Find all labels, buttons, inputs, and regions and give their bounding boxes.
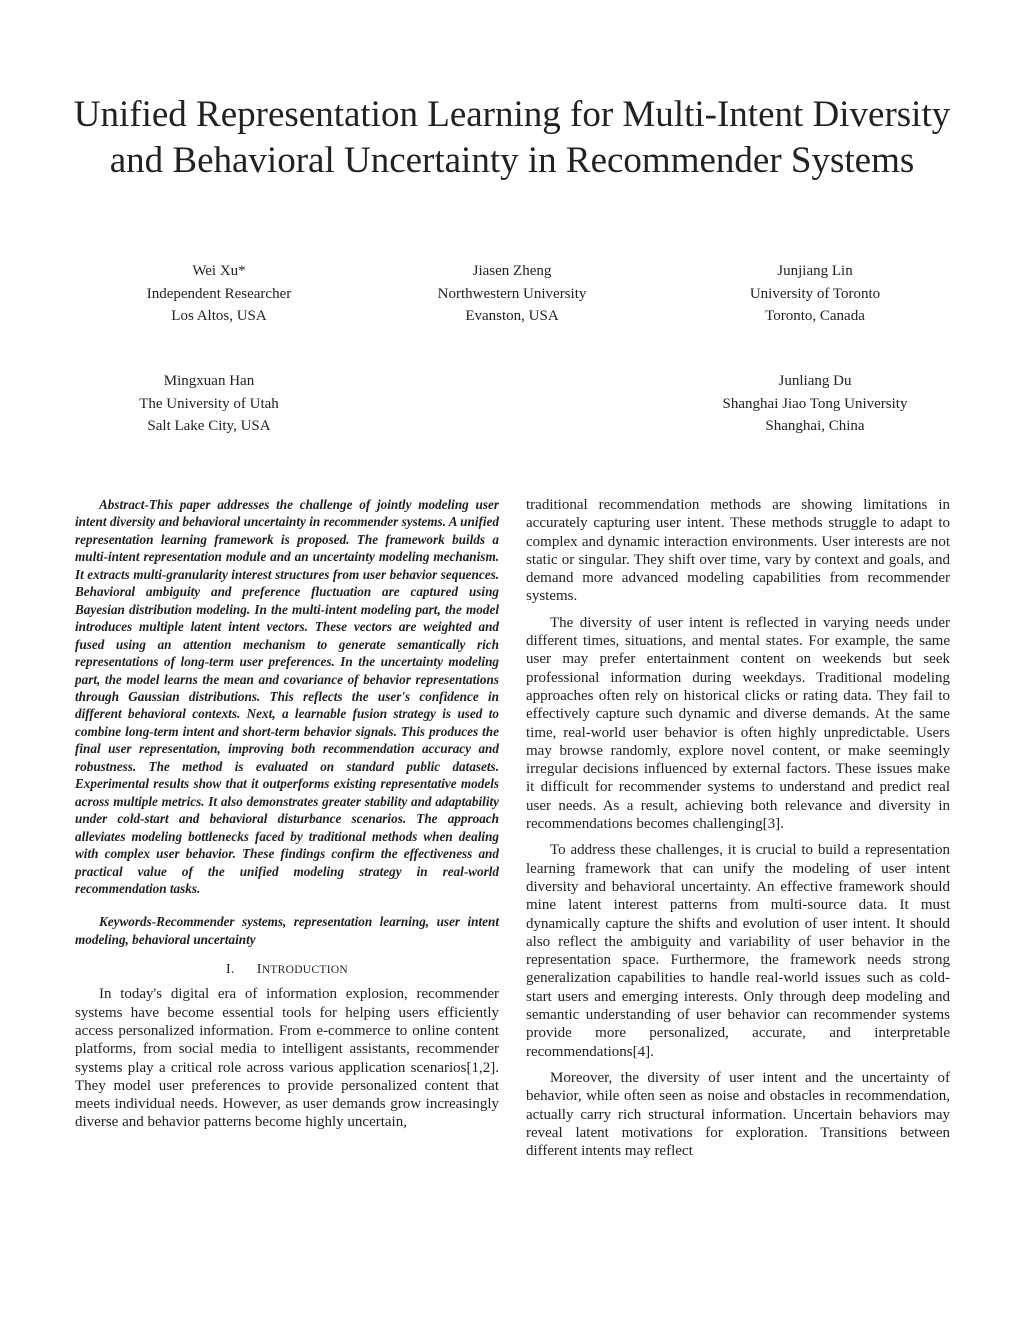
- body-paragraph: traditional recommendation methods are showing limitations in accurately capturing user intent. These methods struggle to adapt to complex and dynamic interaction environments. User interests are not static or singular. They shift over time, vary by context and goals, and demand more advanced modeling capabilities from recommender systems.: [526, 497, 950, 605]
- author-location: Evanston, USA: [465, 308, 559, 324]
- author-block: [695, 370, 935, 438]
- author-name: Junliang Du: [778, 373, 852, 389]
- author-block: [99, 260, 339, 328]
- intro-paragraph: In today's digital era of information explosion, recommender systems have become essential tools for helping users efficiently access personalized information. From e-commerce to online content platforms, from social media to intelligent assistants, recommender systems play a critical role across various application scenarios[1,2]. They model user preferences to provide personalized content that meets individual needs. However, as user demands grow increasingly diverse and behavior patterns become highly uncertain,: [75, 986, 499, 1131]
- author-block: [89, 370, 329, 438]
- author-affiliation: Shanghai Jiao Tong University: [722, 395, 908, 412]
- author-location: Shanghai, China: [765, 418, 865, 434]
- section-title-rest: NTRODUCTION: [261, 964, 349, 977]
- author-block: [695, 260, 935, 328]
- paper-title: Unified Representation Learning for Multi-Intent Diversity and Behavioral Uncertainty in Recommender Systems: [73, 94, 951, 181]
- author-affiliation: University of Toronto: [749, 285, 881, 302]
- author-block: [392, 260, 632, 328]
- author-name: Wei Xu*: [192, 263, 246, 279]
- body-paragraph: Moreover, the diversity of user intent and the uncertainty of behavior, while often seen as noise and obstacles in recommendation, actually carry rich structural information. Uncertain behaviors may reveal latent motivations for exploration. Transitions between different intents may reflect: [526, 1069, 950, 1160]
- author-location: Los Altos, USA: [171, 308, 267, 324]
- author-affiliation: Northwestern University: [437, 285, 587, 302]
- keywords: Keywords-Recommender systems, representation learning, user intent modeling, behavioral uncertainty: [75, 914, 499, 947]
- left-column: [75, 496, 499, 1132]
- author-name: Jiasen Zheng: [472, 263, 552, 279]
- author-location: Toronto, Canada: [765, 308, 865, 324]
- section-number: I.: [225, 962, 235, 978]
- section-heading: [75, 961, 499, 979]
- body-paragraph: The diversity of user intent is reflected in varying needs under different times, situations, and mental states. For example, the same user may prefer entertainment content on weekends but seek professional information during weekdays. Traditional modeling approaches often rely on historical clicks or rating data. They fail to effectively capture such dynamic and diverse demands. At the same time, real-world user behavior is often highly unpredictable. Users may browse randomly, explore novel content, or make seemingly irregular decisions influenced by external factors. These issues make it difficult for recommender systems to understand and predict real user needs. As a result, achieving both relevance and diversity in recommendations becomes challenging[3].: [526, 614, 950, 833]
- author-name: Junjiang Lin: [777, 263, 853, 279]
- author-location: Salt Lake City, USA: [147, 418, 271, 434]
- author-affiliation: The University of Utah: [139, 395, 279, 412]
- abstract: Abstract-This paper addresses the challenge of jointly modeling user intent diversity and behavioral uncertainty in recommender systems. A unified representation learning framework is proposed. The framework builds a multi-intent representation module and an uncertainty modeling mechanism. It extracts multi-granularity interest structures from user behavior sequences. Behavioral ambiguity and preference fluctuation are captured using Bayesian distribution modeling. In the multi-intent modeling part, the model introduces multiple latent intent vectors. These vectors are weighted and fused using an attention mechanism to generate semantically rich representations of long-term user preferences. In the uncertainty modeling part, the model learns the mean and covariance of behavior representations through Gaussian distributions. This reflects the user's confidence in different behavioral contexts. Next, a learnable fusion strategy is used to combine long-term intent and short-term behavior signals. This produces the final user representation, improving both recommendation accuracy and robustness. The method is evaluated on standard public datasets. Experimental results show that it outperforms existing representative models across multiple metrics. It also demonstrates greater stability and adaptability under cold-start and behavioral disturbance scenarios. The approach alleviates modeling bottlenecks faced by traditional methods when dealing with complex user behavior. These findings confirm the effectiveness and practical value of the unified modeling strategy in real-world recommendation tasks.: [75, 497, 499, 896]
- author-affiliation: Independent Researcher: [146, 285, 292, 302]
- author-name: Mingxuan Han: [163, 373, 255, 389]
- right-column: [526, 496, 950, 1160]
- section-title-initial: I: [256, 962, 262, 978]
- body-paragraph: To address these challenges, it is crucial to build a representation learning framework that can unify the modeling of user intent diversity and behavioral uncertainty. An effective framework should mine latent interest patterns from multi-source data. It must dynamically capture the shifts and evolution of user intent. It should also reflect the ambiguity and variability of user behavior in the representation space. Furthermore, the framework needs strong generalization capabilities to handle real-world issues such as cold-start users and emerging interests. Only through deep modeling and semantic understanding of user behavior can recommender systems provide more personalized, accurate, and interpretable recommendations[4].: [526, 842, 950, 1060]
